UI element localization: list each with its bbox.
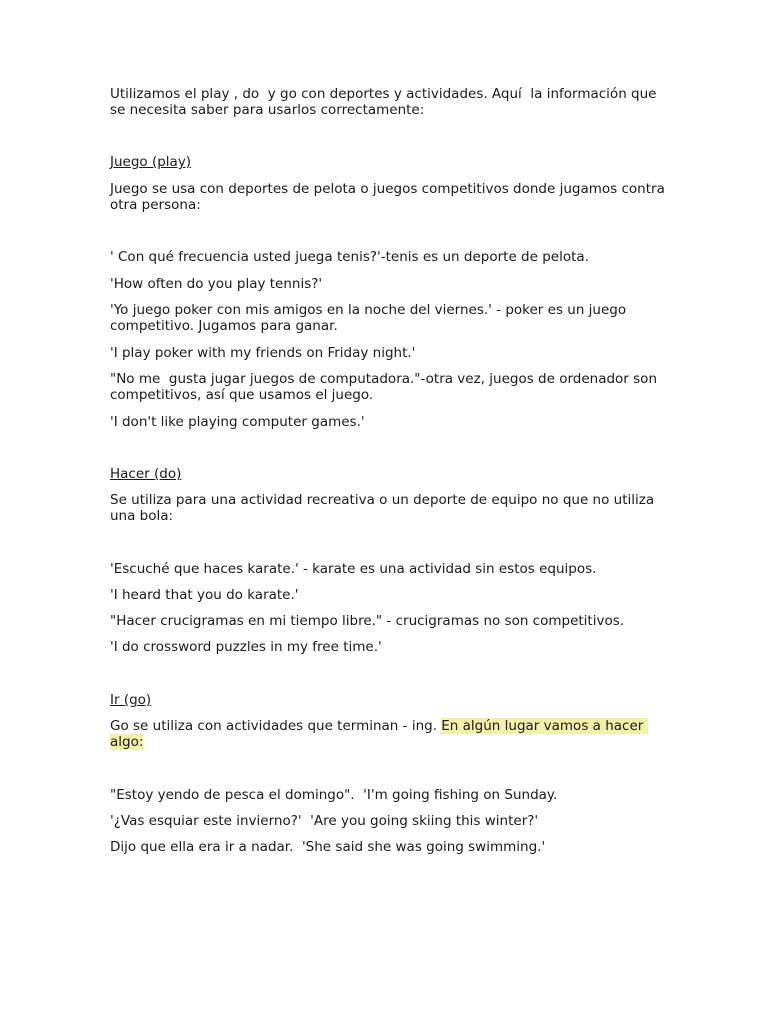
example-line: 'Yo juego poker con mis amigos en la noche del viernes.' - poker es un juego competitivo. Jugamos para ganar. xyxy=(110,302,631,334)
section-heading-do: Hacer (do) xyxy=(110,466,182,482)
description-text: Go se utiliza con actividades que terminan - ing. xyxy=(110,718,442,734)
section-description-go xyxy=(110,718,670,750)
example-line: ' Con qué frecuencia usted juega tenis?'-tenis es un deporte de pelota. xyxy=(110,249,589,265)
example-line: "Hacer crucigramas en mi tiempo libre." - crucigramas no son competitivos. xyxy=(110,613,625,629)
section-heading-play: Juego (play) xyxy=(110,154,192,170)
section-description-play: Juego se usa con deportes de pelota o juegos competitivos donde jugamos contra otra persona: xyxy=(110,181,670,213)
example-line: 'How often do you play tennis?' xyxy=(110,276,323,292)
intro-paragraph: Utilizamos el play , do y go con deportes y actividades. Aquí la información que se necesita saber para usarlos correctamente: xyxy=(110,86,661,118)
example-line: "Estoy yendo de pesca el domingo". 'I'm going fishing on Sunday. xyxy=(110,787,558,803)
example-line: 'I don't like playing computer games.' xyxy=(110,414,365,430)
example-line: '¿Vas esquiar este invierno?' 'Are you going skiing this winter?' xyxy=(110,813,539,829)
example-line: "No me gusta jugar juegos de computadora."-otra vez, juegos de ordenador son competitivos, así que usamos el juego. xyxy=(110,371,662,403)
example-line: Dijo que ella era ir a nadar. 'She said she was going swimming.' xyxy=(110,839,546,855)
section-description-do: Se utiliza para una actividad recreativa o un deporte de equipo no que no utiliza una bola: xyxy=(110,492,659,524)
highlighted-text: En algún lugar vamos a hacer algo: xyxy=(110,718,648,750)
example-line: 'I do crossword puzzles in my free time.' xyxy=(110,639,382,655)
example-line: 'Escuché que haces karate.' - karate es una actividad sin estos equipos. xyxy=(110,561,597,577)
example-line: 'I heard that you do karate.' xyxy=(110,587,299,603)
example-line: 'I play poker with my friends on Friday night.' xyxy=(110,345,416,361)
section-heading-go: Ir (go) xyxy=(110,692,152,708)
